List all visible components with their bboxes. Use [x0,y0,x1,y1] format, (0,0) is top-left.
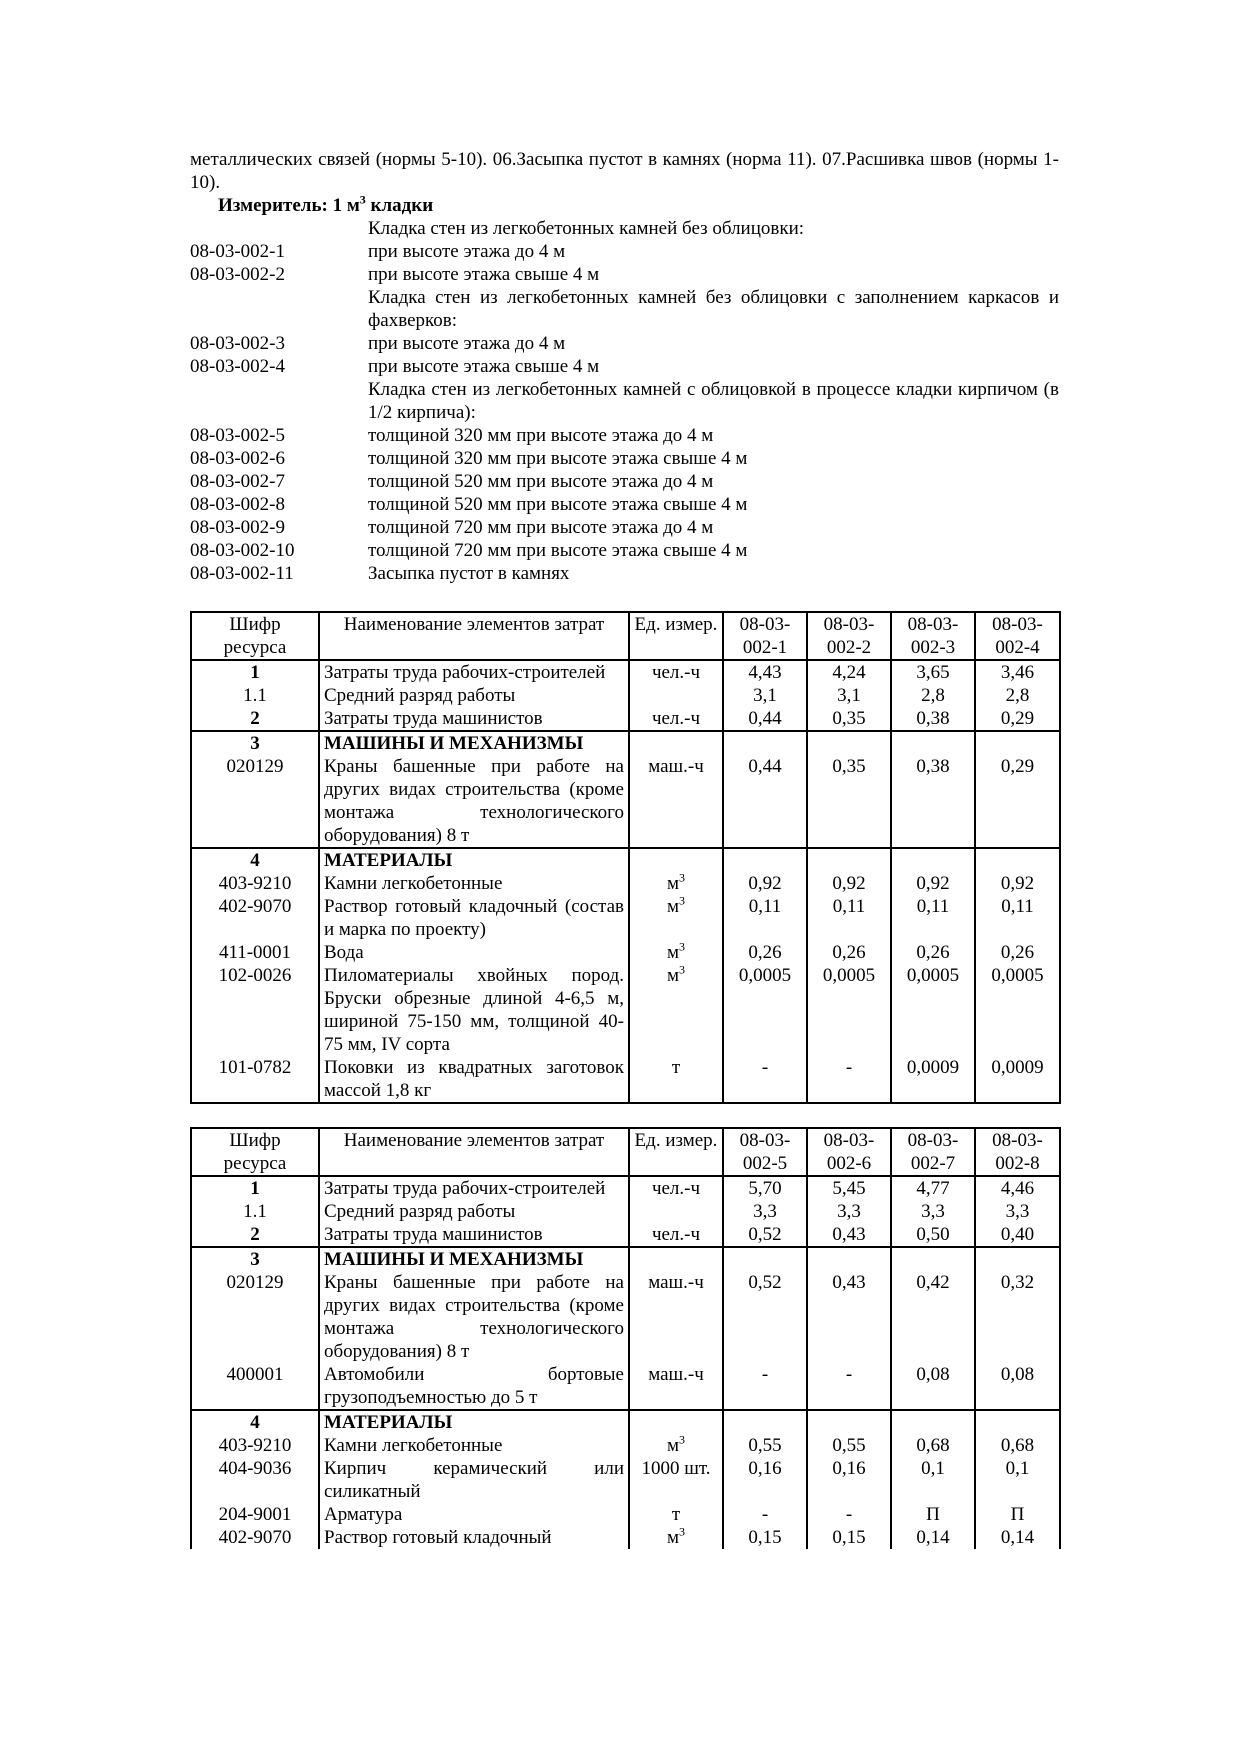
code-number [190,217,368,240]
code-number: 08-03-002-5 [190,425,285,446]
table-row [191,1410,1060,1434]
norm-value: 0,26 [975,941,1060,964]
norm-value: 0,44 [723,755,807,848]
norm-value: - [807,1503,891,1526]
norm-value: 0,55 [723,1434,807,1457]
code-description: толщиной 320 мм при высоте этажа до 4 м [368,425,714,446]
norm-value: 0,43 [807,1271,891,1363]
resource-unit [629,1223,723,1247]
norm-value: - [723,1503,807,1526]
table-row [191,1434,1060,1457]
resource-name: Пиломатериалы хвойных пород. Бруски обрезные длиной 4-6,5 м, шириной 75-150 мм, толщиной 40-75 мм, IV сорта [319,964,629,1056]
resource-name: Краны башенные при работе на других видах строительства (кроме монтажа технологического оборудования) 8 т [319,755,629,848]
norm-value: 0,92 [891,872,975,895]
code-item [190,493,1059,516]
norm-value: 4,43 [723,660,807,684]
norm-value [891,731,975,755]
table-row [191,1457,1060,1503]
unit-superscript: 3 [679,893,686,908]
norm-value: 0,68 [975,1434,1060,1457]
norm-value: 0,38 [891,707,975,731]
resource-code: 404-9036 [191,1457,319,1503]
norm-value: 0,1 [975,1457,1060,1503]
code-item [190,355,1059,378]
unit-text: м [666,1527,680,1548]
table-row [191,1503,1060,1526]
code-item [190,470,1059,493]
header-norm-code: 08-03-002-5 [723,1128,807,1176]
resource-name: МАШИНЫ И МЕХАНИЗМЫ [319,1247,629,1271]
resource-code: 020129 [191,755,319,848]
norm-value: 3,46 [975,660,1060,684]
norm-value: 0,08 [891,1363,975,1410]
norm-value [723,1410,807,1434]
norm-value: 0,92 [975,872,1060,895]
resource-table-2 [190,1127,1061,1549]
code-description: при высоте этажа до 4 м [368,333,566,354]
code-number: 08-03-002-10 [190,540,295,561]
resource-name: Раствор готовый кладочный [319,1526,629,1549]
resource-unit [629,684,723,707]
resource-name: Камни легкобетонные [319,1434,629,1457]
unit-text: т [671,1504,681,1525]
norm-value: 0,26 [807,941,891,964]
resource-unit [629,895,723,941]
norm-value: 0,1 [891,1457,975,1503]
norm-value: 0,29 [975,707,1060,731]
resource-code: 204-9001 [191,1503,319,1526]
resource-code: 101-0782 [191,1056,319,1103]
code-description: толщиной 520 мм при высоте этажа свыше 4 м [368,494,748,515]
norm-value: - [807,1056,891,1103]
norm-value [807,1410,891,1434]
norm-value [891,1247,975,1271]
code-item [190,516,1059,539]
header-unit: Ед. измер. [629,1128,723,1176]
resource-code: 402-9070 [191,1526,319,1549]
norm-value [975,848,1060,872]
resource-unit [629,755,723,848]
norm-value: 0,29 [975,755,1060,848]
norm-value: 0,26 [891,941,975,964]
resource-unit [629,1410,723,1434]
norm-value: 0,16 [807,1457,891,1503]
resource-unit [629,660,723,684]
table-header-row [191,612,1060,660]
code-number: 08-03-002-11 [190,563,294,584]
resource-name: МАТЕРИАЛЫ [319,1410,629,1434]
norm-value: 5,70 [723,1176,807,1200]
resource-code: 2 [191,1223,319,1247]
code-description: Кладка стен из легкобетонных камней с облицовкой в процессе кладки кирпичом (в 1/2 кирпича): [368,379,1059,423]
resource-unit [629,1434,723,1457]
table-row [191,1200,1060,1223]
norm-value: 0,08 [975,1363,1060,1410]
measure-line [218,194,1059,217]
table-header-row [191,1128,1060,1176]
norm-value: 0,68 [891,1434,975,1457]
code-number: 08-03-002-4 [190,356,285,377]
norm-value [975,731,1060,755]
measure-prefix: Измеритель: 1 м [218,195,360,216]
norm-value: 0,14 [891,1526,975,1549]
code-item [190,539,1059,562]
resource-unit [629,1200,723,1223]
resource-code: 1 [191,660,319,684]
resource-unit [629,1271,723,1363]
measure-suffix: кладки [365,195,434,216]
resource-name: Средний разряд работы [319,1200,629,1223]
resource-code: 2 [191,707,319,731]
code-description: при высоте этажа свыше 4 м [368,356,600,377]
unit-text: м [666,1435,680,1456]
resource-unit [629,848,723,872]
code-number: 08-03-002-6 [190,448,285,469]
code-description: при высоте этажа свыше 4 м [368,264,600,285]
norm-value: 0,0009 [891,1056,975,1103]
resource-name: МАТЕРИАЛЫ [319,848,629,872]
norm-value: 0,35 [807,707,891,731]
resource-code: 3 [191,1247,319,1271]
resource-code: 403-9210 [191,872,319,895]
table-row [191,1271,1060,1363]
code-group-heading [190,378,1059,424]
header-norm-code: 08-03-002-2 [807,612,891,660]
resource-table-1 [190,611,1061,1104]
header-code: Шифр ресурса [191,612,319,660]
resource-unit [629,964,723,1056]
code-item [190,332,1059,355]
norm-value: 0,11 [807,895,891,941]
unit-text: маш.-ч [648,1272,704,1293]
resource-code: 1 [191,1176,319,1200]
unit-text: маш.-ч [648,756,704,777]
resource-name: Затраты труда машинистов [319,1223,629,1247]
norm-value: - [807,1363,891,1410]
resource-name: Арматура [319,1503,629,1526]
unit-superscript: 3 [679,939,686,954]
norm-value: 0,11 [723,895,807,941]
code-number: 08-03-002-3 [190,333,285,354]
norm-value: 0,38 [891,755,975,848]
header-unit: Ед. измер. [629,612,723,660]
unit-text: чел.-ч [651,662,701,683]
code-group-heading [190,217,1059,240]
header-norm-code: 08-03-002-4 [975,612,1060,660]
norm-value: 0,11 [975,895,1060,941]
norm-value: - [723,1363,807,1410]
resource-name: Затраты труда рабочих-строителей [319,1176,629,1200]
unit-text: м [666,873,680,894]
code-number: 08-03-002-2 [190,264,285,285]
resource-code: 1.1 [191,684,319,707]
norm-value: 3,3 [891,1200,975,1223]
resource-name: Затраты труда машинистов [319,707,629,731]
norm-value: 5,45 [807,1176,891,1200]
norm-value: 2,8 [891,684,975,707]
table-row [191,1247,1060,1271]
intro-paragraph: металлических связей (нормы 5-10). 06.Засыпка пустот в камнях (норма 11). 07.Расшивка швов (нормы 1-10). [190,149,1059,193]
norm-value: 0,50 [891,1223,975,1247]
code-item [190,424,1059,447]
table-row [191,1526,1060,1549]
unit-superscript: 3 [679,1432,686,1447]
resource-name: Камни легкобетонные [319,872,629,895]
resource-name: Средний разряд работы [319,684,629,707]
unit-text: чел.-ч [651,708,701,729]
norm-value: 0,14 [975,1526,1060,1549]
resource-name: Краны башенные при работе на других видах строительства (кроме монтажа технологического оборудования) 8 т [319,1271,629,1363]
table-row [191,964,1060,1056]
norm-value: 0,44 [723,707,807,731]
table-row [191,1223,1060,1247]
header-name: Наименование элементов затрат [319,612,629,660]
norm-value: 0,15 [723,1526,807,1549]
table-row [191,684,1060,707]
norm-value: 0,52 [723,1271,807,1363]
code-description: при высоте этажа до 4 м [368,241,566,262]
unit-superscript: 3 [679,870,686,885]
code-description: толщиной 720 мм при высоте этажа до 4 м [368,517,714,538]
norm-value: 0,55 [807,1434,891,1457]
code-number: 08-03-002-9 [190,517,285,538]
table-row [191,731,1060,755]
header-norm-code: 08-03-002-8 [975,1128,1060,1176]
resource-name: МАШИНЫ И МЕХАНИЗМЫ [319,731,629,755]
code-item [190,447,1059,470]
norm-value: 0,43 [807,1223,891,1247]
norm-value: - [723,1056,807,1103]
norm-value [807,731,891,755]
norm-value: 3,65 [891,660,975,684]
code-description: толщиной 520 мм при высоте этажа до 4 м [368,471,714,492]
resource-unit [629,731,723,755]
norm-value: 4,77 [891,1176,975,1200]
unit-text: м [666,942,680,963]
norm-value: 0,15 [807,1526,891,1549]
code-item [190,240,1059,263]
norm-value: 4,46 [975,1176,1060,1200]
resource-name: Вода [319,941,629,964]
table-row [191,872,1060,895]
norm-value: 0,26 [723,941,807,964]
table-row [191,707,1060,731]
resource-code: 4 [191,848,319,872]
resource-name: Поковки из квадратных заготовок массой 1,8 кг [319,1056,629,1103]
code-group-heading [190,286,1059,332]
norm-value: П [975,1503,1060,1526]
table-row [191,848,1060,872]
resource-code: 1.1 [191,1200,319,1223]
header-name: Наименование элементов затрат [319,1128,629,1176]
norm-value: 3,3 [723,1200,807,1223]
norm-value: 0,0005 [807,964,891,1056]
resource-unit [629,707,723,731]
resource-unit [629,941,723,964]
unit-text: 1000 шт. [641,1458,711,1479]
norm-value: 0,40 [975,1223,1060,1247]
code-number [190,286,368,332]
norm-value: 0,92 [723,872,807,895]
header-norm-code: 08-03-002-6 [807,1128,891,1176]
table-row [191,895,1060,941]
resource-unit [629,1363,723,1410]
table-row [191,1363,1060,1410]
resource-code: 400001 [191,1363,319,1410]
code-number [190,378,368,424]
norm-value: 3,1 [807,684,891,707]
resource-unit [629,1457,723,1503]
unit-text: чел.-ч [651,1224,701,1245]
norm-value: 3,3 [975,1200,1060,1223]
norm-value [975,1410,1060,1434]
norm-value [807,1247,891,1271]
header-norm-code: 08-03-002-3 [891,612,975,660]
norm-value [723,1247,807,1271]
code-list [190,217,1059,585]
table-row [191,755,1060,848]
norm-value: 0,0005 [975,964,1060,1056]
resource-unit [629,1526,723,1549]
code-item [190,263,1059,286]
norm-value: 0,0005 [723,964,807,1056]
norm-value [891,848,975,872]
norm-value [891,1410,975,1434]
norm-value: 0,35 [807,755,891,848]
code-number: 08-03-002-8 [190,494,285,515]
resource-code: 020129 [191,1271,319,1363]
code-description: толщиной 320 мм при высоте этажа свыше 4 м [368,448,748,469]
table-row [191,660,1060,684]
norm-value [975,1247,1060,1271]
resource-unit [629,1503,723,1526]
norm-value: 0,16 [723,1457,807,1503]
header-norm-code: 08-03-002-7 [891,1128,975,1176]
code-description: Кладка стен из легкобетонных камней без облицовки: [368,218,805,239]
norm-value [723,731,807,755]
header-code: Шифр ресурса [191,1128,319,1176]
norm-value: 2,8 [975,684,1060,707]
code-description: Кладка стен из легкобетонных камней без облицовки с заполнением каркасов и фахверков: [368,287,1059,331]
norm-value: 0,32 [975,1271,1060,1363]
resource-code: 403-9210 [191,1434,319,1457]
resource-name: Раствор готовый кладочный (состав и марка по проекту) [319,895,629,941]
resource-unit [629,1056,723,1103]
norm-value [723,848,807,872]
code-number: 08-03-002-1 [190,241,285,262]
resource-unit [629,872,723,895]
unit-text: м [666,965,680,986]
norm-value: 0,92 [807,872,891,895]
resource-code: 102-0026 [191,964,319,1056]
unit-text: маш.-ч [648,1364,704,1385]
measure-sup: 3 [359,192,366,207]
resource-code: 4 [191,1410,319,1434]
table-row [191,941,1060,964]
table-row [191,1176,1060,1200]
code-item [190,562,1059,585]
unit-superscript: 3 [679,1524,686,1539]
resource-name: Затраты труда рабочих-строителей [319,660,629,684]
resource-code: 3 [191,731,319,755]
code-number: 08-03-002-7 [190,471,285,492]
resource-unit [629,1176,723,1200]
norm-value [807,848,891,872]
unit-text: т [671,1057,681,1078]
unit-superscript: 3 [679,962,686,977]
resource-code: 402-9070 [191,895,319,941]
norm-value: 0,0005 [891,964,975,1056]
code-description: толщиной 720 мм при высоте этажа свыше 4 м [368,540,748,561]
resource-code: 411-0001 [191,941,319,964]
unit-text: чел.-ч [651,1178,701,1199]
norm-value: 0,52 [723,1223,807,1247]
norm-value: 0,42 [891,1271,975,1363]
norm-value: 3,1 [723,684,807,707]
table-row [191,1056,1060,1103]
norm-value: 4,24 [807,660,891,684]
norm-value: П [891,1503,975,1526]
norm-value: 0,0009 [975,1056,1060,1103]
header-norm-code: 08-03-002-1 [723,612,807,660]
document-page [190,148,1059,1549]
resource-name: Кирпич керамический или силикатный [319,1457,629,1503]
norm-value: 3,3 [807,1200,891,1223]
code-description: Засыпка пустот в камнях [368,563,570,584]
resource-name: Автомобили бортовые грузоподъемностью до 5 т [319,1363,629,1410]
norm-value: 0,11 [891,895,975,941]
unit-text: м [666,896,680,917]
resource-unit [629,1247,723,1271]
